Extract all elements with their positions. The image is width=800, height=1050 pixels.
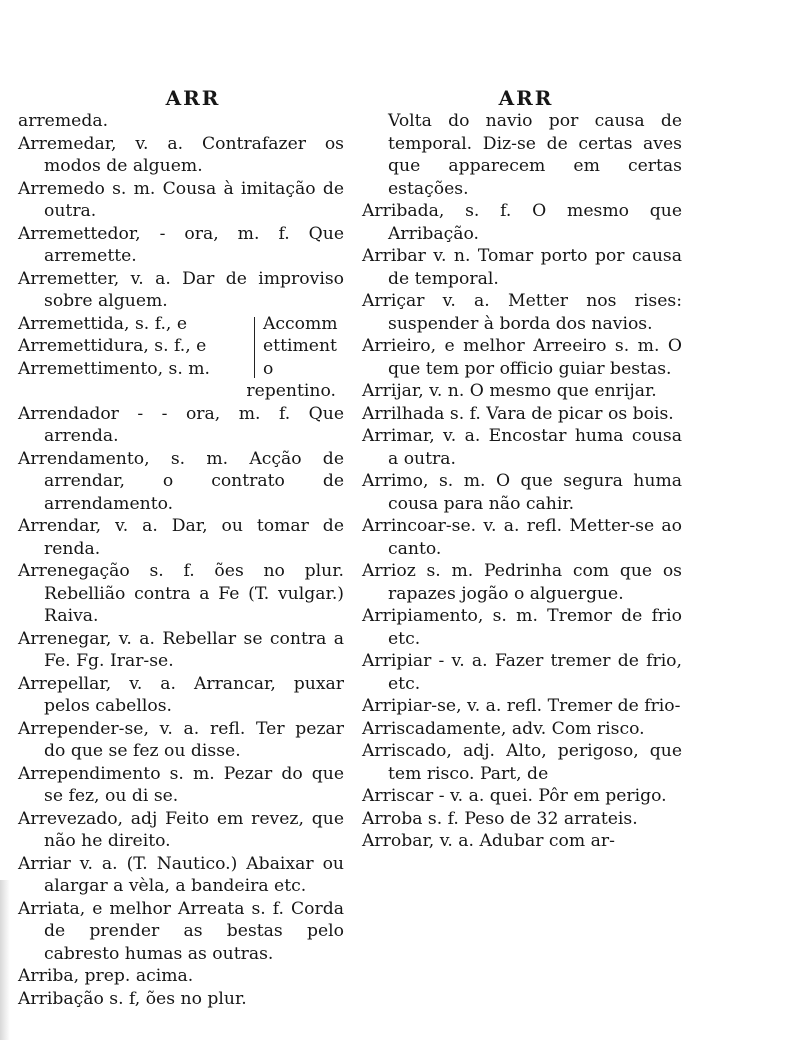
bracketed-entry-group xyxy=(18,313,344,381)
entry: Arriçar v. a. Metter nos rises: suspender à borda dos navios. xyxy=(362,291,682,334)
entry: Arrimo, s. m. O que segura huma cousa para não cahir. xyxy=(362,471,682,514)
bracket-shared-definition: Accommettimento xyxy=(263,313,338,379)
entry: Arripiar-se, v. a. refl. Tremer de frio- xyxy=(362,696,681,716)
entry: Arrenegação s. f. ões no plur. Rebellião contra a Fe (T. vulgar.) Raiva. xyxy=(18,561,344,626)
entry: Arroba s. f. Peso de 32 arrateis. xyxy=(362,808,638,829)
entry: Arrepender-se, v. a. refl. Ter pezar do que se fez ou disse. xyxy=(18,718,344,761)
page-edge-stain xyxy=(0,880,10,1040)
entry: Arribação s. f, ões no plur. xyxy=(18,988,247,1009)
entry: Arrijar, v. n. O mesmo que enrijar. xyxy=(362,381,657,401)
bracket-definition-tail: repentino. xyxy=(246,381,336,401)
entry: Arrendamento, s. m. Acção de arrendar, o contrato de arrendamento. xyxy=(18,448,344,514)
right-entries xyxy=(362,110,682,853)
entry: Arrilhada s. f. Vara de picar os bois. xyxy=(362,403,674,424)
bracketed-item: Arremettida, s. f., e xyxy=(18,313,188,334)
entry: Arriscar - v. a. quei. Pôr em perigo. xyxy=(362,786,667,806)
right-column-header: ARR xyxy=(498,86,554,110)
entry: Arriata, e melhor Arreata s. f. Corda de prender as bestas pelo cabresto humas as outras. xyxy=(18,898,344,964)
entry: arremeda. xyxy=(18,111,109,131)
left-entries xyxy=(18,110,344,1010)
entry: Arrimar, v. a. Encostar huma cousa a outra. xyxy=(362,426,682,469)
entry: Arrioz s. m. Pedrinha com que os rapazes jogão o alguergue. xyxy=(362,561,682,604)
entry: Arremedar, v. a. Contrafazer os modos de alguem. xyxy=(18,133,344,176)
entry: Arrenegar, v. a. Rebellar se contra a Fe. Fg. Irar-se. xyxy=(18,628,344,671)
entry: Arrendar, v. a. Dar, ou tomar de renda. xyxy=(18,516,344,559)
entry: Arrevezado, adj Feito em revez, que não he direito. xyxy=(18,808,344,851)
entry: Arripiamento, s. m. Tremor de frio etc. xyxy=(362,606,682,649)
entry: Arremettedor, - ora, m. f. Que arremette. xyxy=(18,223,344,266)
left-column-header: ARR xyxy=(165,86,221,110)
entry: Arrendador - - ora, m. f. Que arrenda. xyxy=(18,403,344,446)
entry: Arriba, prep. acima. xyxy=(18,966,194,986)
entry: Arrincoar-se. v. a. refl. Metter-se ao canto. xyxy=(362,516,682,559)
bracketed-item: Arremettidura, s. f., e xyxy=(18,336,207,356)
entry: Arrieiro, e melhor Arreeiro s. m. O que tem por officio guiar bestas. xyxy=(362,336,682,379)
entry: Arriscadamente, adv. Com risco. xyxy=(362,718,645,739)
bracket-line xyxy=(254,317,255,379)
entry: Arrobar, v. a. Adubar com ar- xyxy=(362,831,615,851)
entry: Arribada, s. f. O mesmo que Arribação. xyxy=(362,201,682,244)
bracketed-item: Arremettimento, s. m. xyxy=(18,358,211,379)
right-column xyxy=(362,86,682,853)
entry: Arremetter, v. a. Dar de improviso sobre alguem. xyxy=(18,268,344,311)
left-column xyxy=(18,86,344,1010)
entry: Arremedo s. m. Cousa à imitação de outra. xyxy=(18,178,344,221)
bracketed-items xyxy=(18,313,250,381)
entry: Arrepellar, v. a. Arrancar, puxar pelos cabellos. xyxy=(18,673,344,716)
entry: Arrependimento s. m. Pezar do que se fez, ou di se. xyxy=(18,763,344,806)
entry: Arribar v. n. Tomar porto por causa de temporal. xyxy=(362,246,682,289)
entry: Arriar v. a. (T. Nautico.) Abaixar ou alargar a vèla, a bandeira etc. xyxy=(18,853,344,896)
entry-continuation: Volta do navio por causa de temporal. Diz-se de certas aves que apparecem em certas estações. xyxy=(388,111,682,199)
entry: Arripiar - v. a. Fazer tremer de frio, etc. xyxy=(362,651,682,694)
entry: Arriscado, adj. Alto, perigoso, que tem risco. Part, de xyxy=(362,741,682,784)
